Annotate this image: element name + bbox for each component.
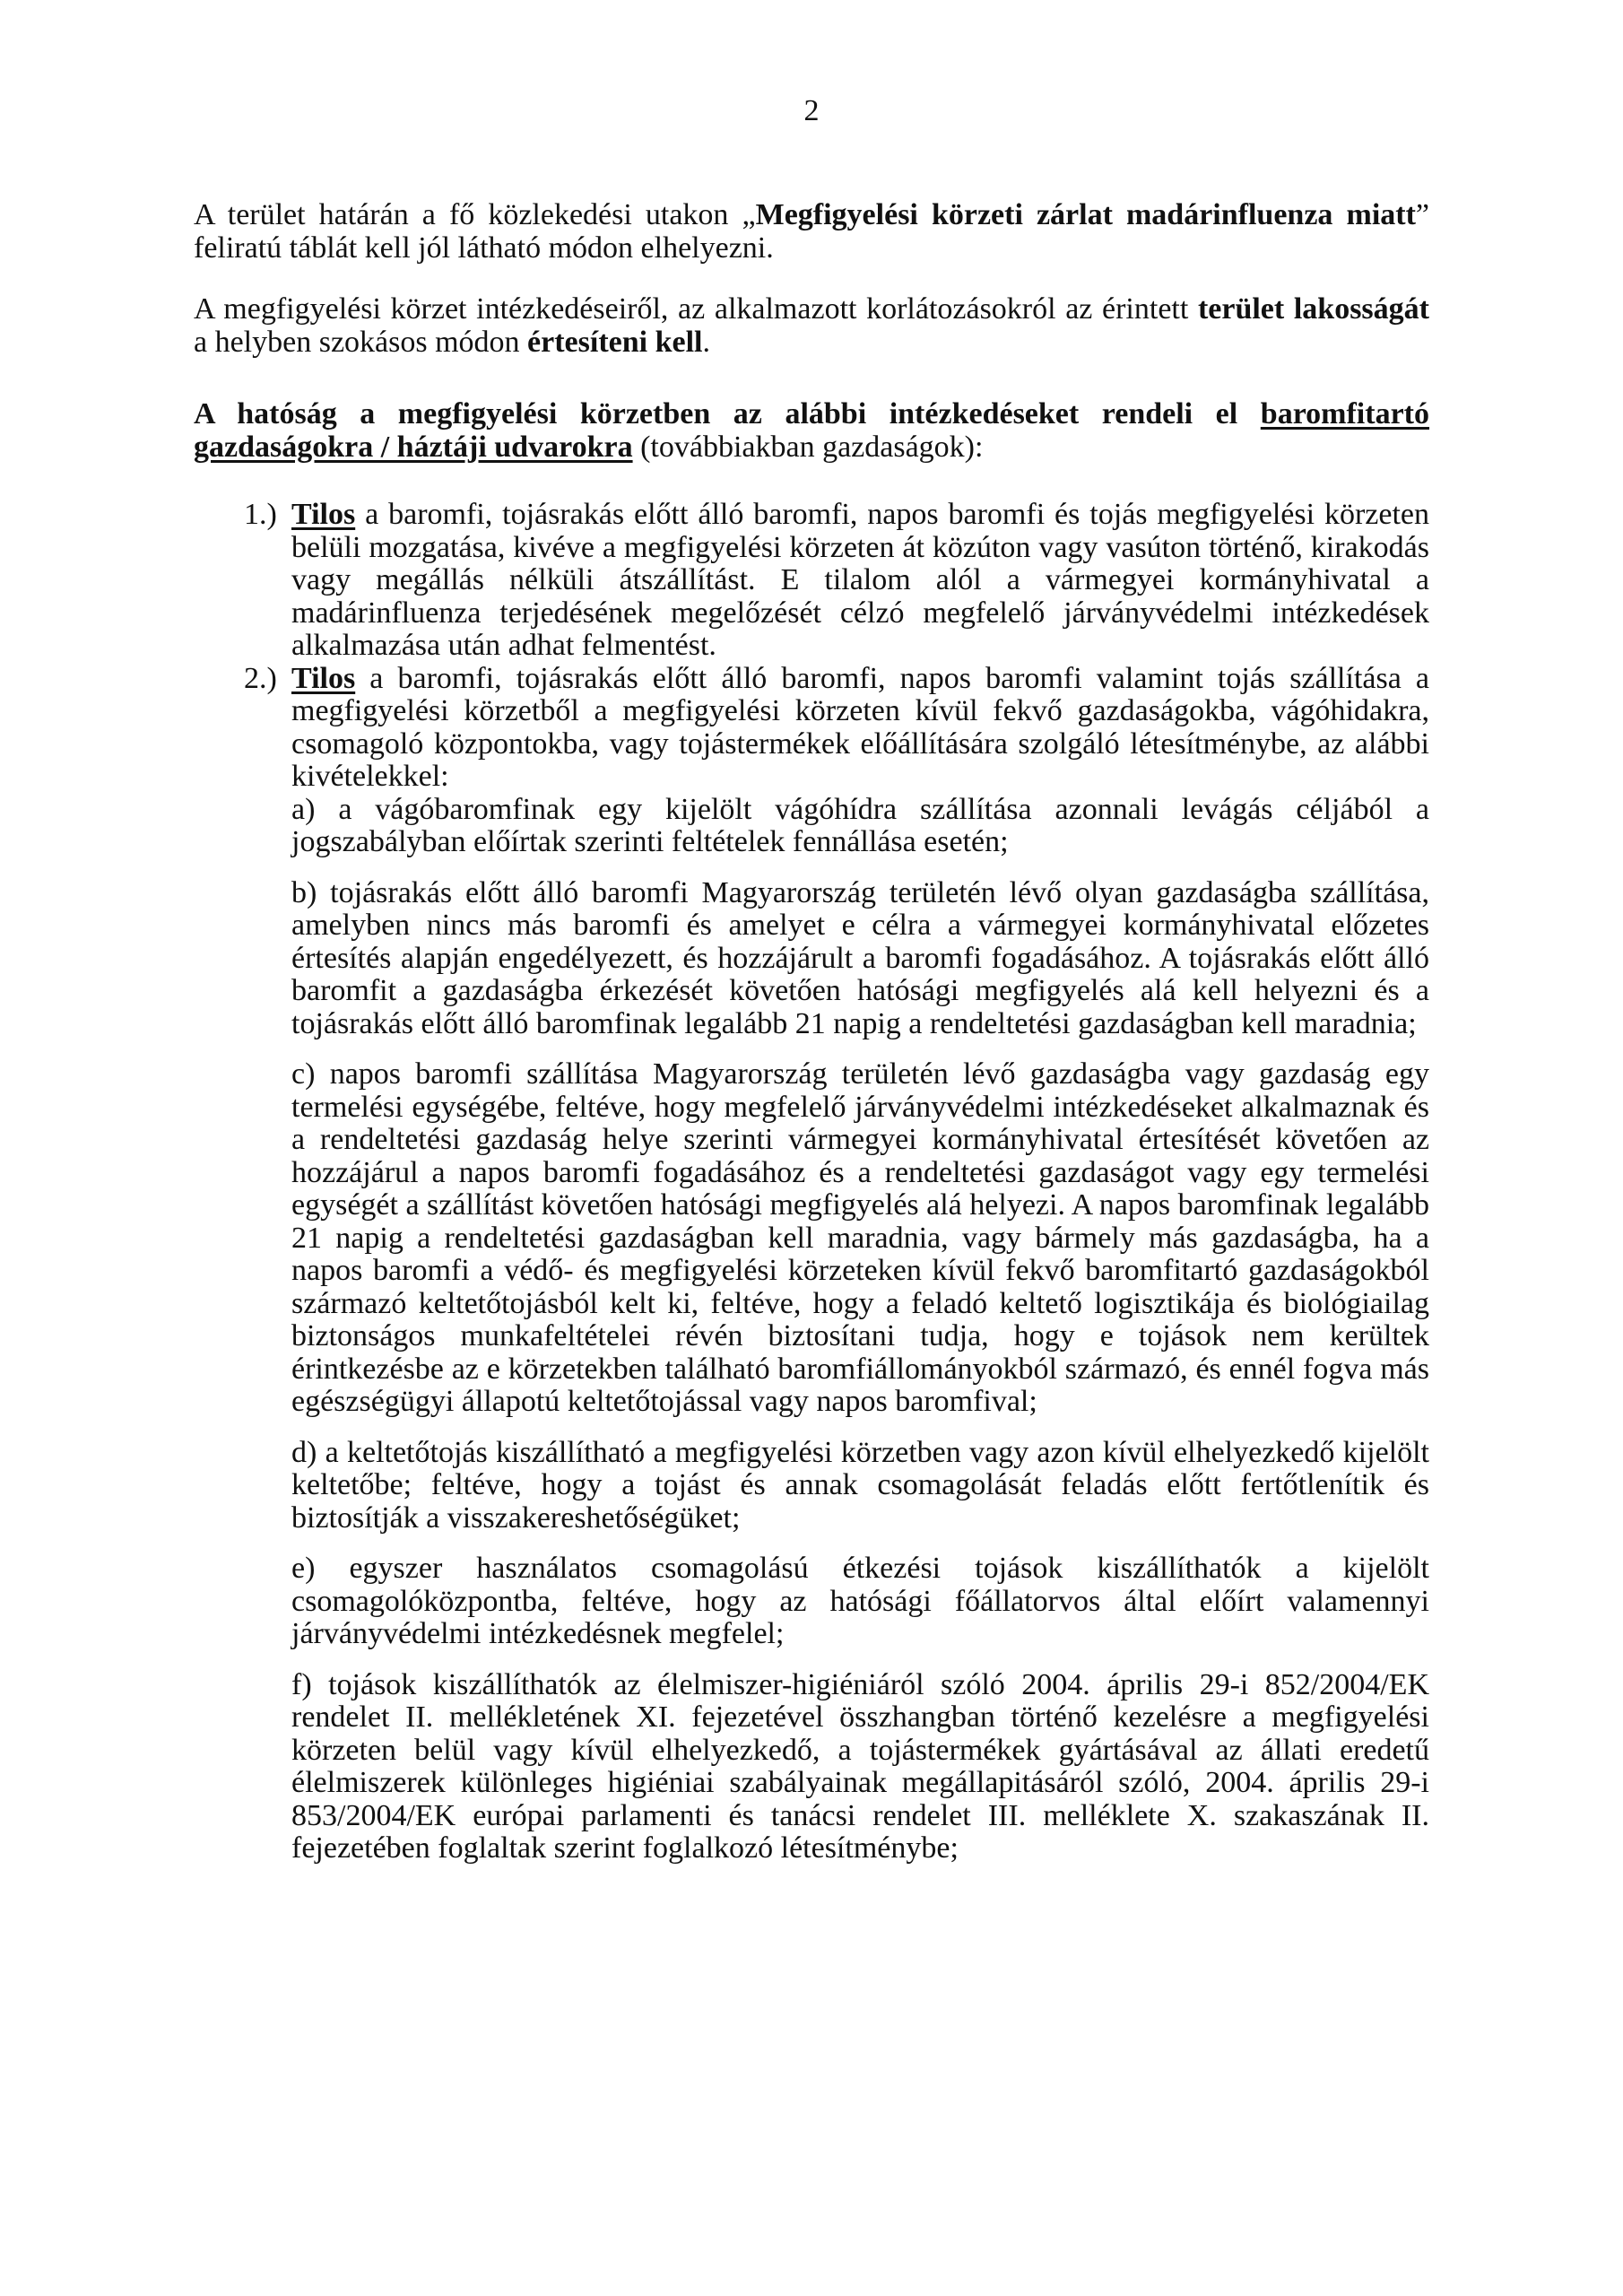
text: a helyben szokásos módon — [194, 325, 528, 359]
sub-item-e — [194, 1552, 1429, 1651]
numbered-item-2 — [194, 663, 1429, 794]
sub-item-label: a) — [291, 792, 316, 826]
sub-item-label: e) — [291, 1552, 316, 1585]
sub-item-text: a vágóbaromfinak egy kijelölt vágóhídra szállítása azonnali levágás céljából a jogszabályban előírtak szerinti feltételek fennállása esetén; — [291, 792, 1429, 858]
text: (továbbiakban gazdaságok): — [632, 430, 984, 464]
document-body — [194, 199, 1429, 1883]
bold-text: A hatóság a megfigyelési körzetben az alábbi intézkedéseket rendeli el — [194, 397, 1261, 430]
keyword-tilos: Tilos — [291, 498, 356, 531]
sub-item-label: c) — [291, 1057, 316, 1091]
sub-item-text: a keltetőtojás kiszállítható a megfigyelési körzetben vagy azon kívül elhelyezkedő kijelölt keltetőbe; feltéve, hogy a tojást és annak csomagolását feladás előtt fertőtlenítik és biztosítják a visszakereshetőségüket; — [291, 1435, 1429, 1535]
text: ” feliratú táblát kell jól látható módon elhelyezni. — [194, 198, 1430, 265]
keyword-tilos: Tilos — [291, 661, 356, 695]
sub-item-a — [194, 794, 1429, 859]
sub-item-label: f) — [291, 1667, 312, 1701]
paragraph-sign-requirement — [194, 199, 1429, 265]
numbered-item-1 — [194, 499, 1429, 663]
sub-item-c — [194, 1058, 1429, 1419]
text: A terület határán a fő közlekedési utakon „ — [194, 198, 756, 231]
bold-text: értesíteni kell — [527, 325, 703, 359]
text: . — [702, 325, 710, 359]
underlined-bold-text: baromfitartó gazdaságokra / háztáji udvarokra — [194, 397, 1429, 464]
sub-item-d — [194, 1437, 1429, 1535]
sub-item-text: egyszer használatos csomagolású étkezési tojások kiszállíthatók a kijelölt csomagolóközpontba, feltéve, hogy az hatósági főállatorvos által előírt valamennyi járványvédelmi intézkedésnek megfelel; — [291, 1552, 1429, 1650]
item-text: a baromfi, tojásrakás előtt álló baromfi, napos baromfi és tojás megfigyelési körzeten belüli mozgatása, kivéve a megfigyelési körzeten át közúton vagy vasúton történő, kirakodás vagy megállás nélküli átszállítást. E tilalom alól a vármegyei kormányhivatal a madárinfluenza terjedésének megelőzését célzó megfelelő járványvédelmi intézkedések alkalmazása után adhat felmentést. — [291, 498, 1429, 662]
bold-text: terület lakosságát — [1197, 292, 1429, 326]
paragraph-notification — [194, 293, 1429, 359]
sub-item-b — [194, 877, 1429, 1041]
text: A megfigyelési körzet intézkedéseiről, az alkalmazott korlátozásokról az érintett — [194, 292, 1198, 326]
sub-item-label: b) — [291, 875, 317, 909]
item-text: a baromfi, tojásrakás előtt álló baromfi, napos baromfi valamint tojás szállítása a megfigyelési körzetből a megfigyelési körzeten kívül fekvő gazdaságokba, vágóhidakra, csomagoló központokba, vagy tojástermékek előállítására szolgáló létesítménybe, az alábbi kivételekkel: — [291, 661, 1429, 793]
item-number: 2.) — [244, 661, 277, 695]
bold-sign-text: Megfigyelési körzeti zárlat madárinfluenza miatt — [755, 198, 1416, 231]
sub-item-label: d) — [291, 1435, 317, 1469]
sub-item-f — [194, 1669, 1429, 1866]
sub-item-text: tojások kiszállíthatók az élelmiszer-higiéniáról szóló 2004. április 29-i 852/2004/EK rendelet II. mellékletének XI. fejezetével összhangban történő kezelésre a megfigyelési körzeten belül vagy kívül elhelyezkedő, a tojástermékek gyártásával az állati eredetű élelmiszerek különleges higiéniai szabályainak megállapitásáról szóló, 2004. április 29-i 853/2004/EK európai parlamenti és tanácsi rendelet III. melléklete X. szakaszának II. fejezetében foglaltak szerint foglalkozó létesítménybe; — [291, 1667, 1429, 1865]
paragraph-measures-intro — [194, 398, 1429, 464]
sub-item-text: tojásrakás előtt álló baromfi Magyarország területén lévő olyan gazdaságba szállítása, amelyben nincs más baromfi és amelyet e célra a vármegyei kormányhivatal előzetes értesítés alapján engedélyezett, és hozzájárult a baromfi fogadásához. A tojásrakás előtt álló baromfit a gazdaságba érkezését követően hatósági megfigyelés alá kell helyezni és a tojásrakás előtt álló baromfinak legalább 21 napig a rendeltetési gazdaságban kell maradnia; — [291, 875, 1429, 1040]
item-number: 1.) — [244, 498, 277, 531]
page-number: 2 — [803, 94, 820, 127]
sub-item-text: napos baromfi szállítása Magyarország területén lévő gazdaságba vagy gazdaság egy termelési egységébe, feltéve, hogy megfelelő járványvédelmi intézkedéseket alkalmaznak és a rendeltetési gazdaság helye szerinti vármegyei kormányhivatal értesítését követően az hozzájárul a napos baromfi fogadásához és a rendeltetési gazdaságot vagy egy termelési egységét a szállítást követően hatósági megfigyelés alá helyezi. A napos baromfinak legalább 21 napig a rendeltetési gazdaságban kell maradnia, vagy bármely más gazdaságba, ha a napos baromfi a védő- és megfigyelési körzeteken kívül fekvő baromfitartó gazdaságokból származó keltetőtojásból kelt ki, feltéve, hogy a feladó keltető logisztikája és biológiailag biztonságos munkafeltételei révén biztosítani tudja, hogy e tojások nem kerültek érintkezésbe az e körzetekben található baromfiállományokból származó, és ennél fogva más egészségügyi állapotú keltetőtojással vagy napos baromfival; — [291, 1057, 1430, 1418]
